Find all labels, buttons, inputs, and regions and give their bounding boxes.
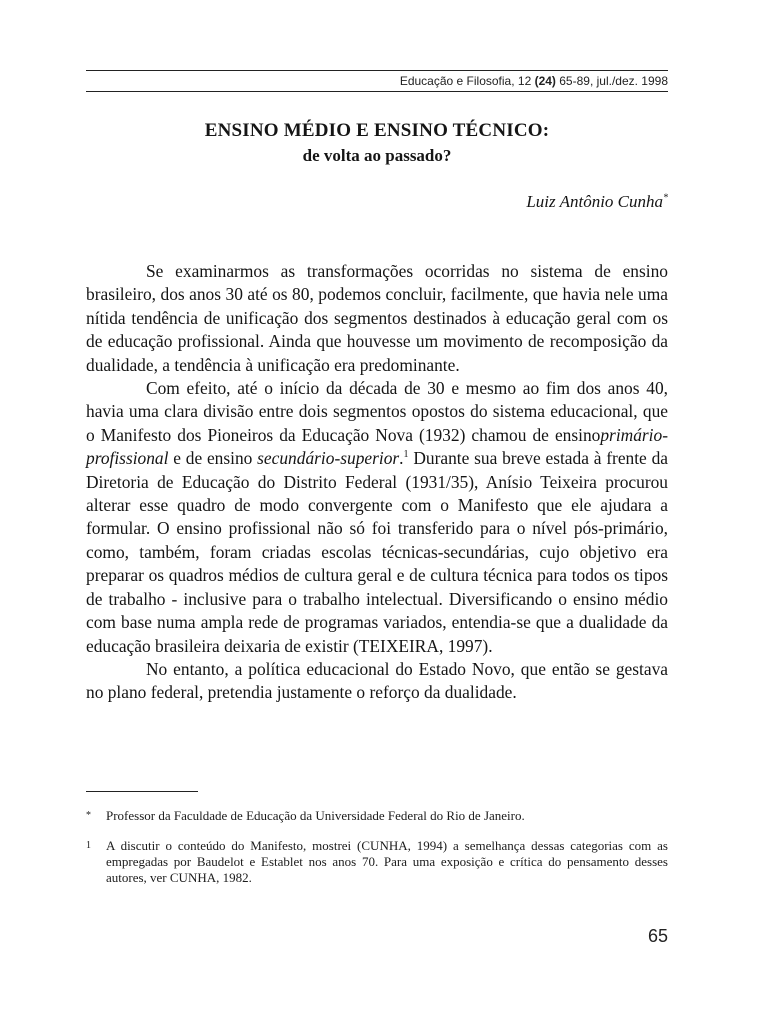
author-name: Luiz Antônio Cunha (526, 192, 663, 211)
paragraph-2-end: Durante sua breve estada à frente da Diretoria de Educação do Distrito Federal (1931/35), Anísio Teixeira procurou alterar esse quadro de modo convergente com o Manifesto que ele ajudara a formular. O ensino profissional não só foi transferido para o nível pós-primário, como, também, foram criadas escolas técnicas-secundárias, cujo objetivo era preparar os quadros médios de cultura geral e de cultura técnica para todos os tipos de trabalho - inclusive para o trabalho intelectual. Diversificando o ensino médio com base numa ampla rede de programas variados, entendia-se que a dualidade da educação brasileira deixaria de existir (TEIXEIRA, 1997). (86, 448, 668, 656)
paragraph-2 (86, 377, 668, 658)
article-subtitle: de volta ao passado? (302, 146, 452, 165)
paragraph-2-start: Com efeito, até o início da década de 30 e mesmo ao fim dos anos 40, havia uma clara divisão entre dois segmentos opostos do sistema educacional, que o Manifesto dos Pioneiros da Educação Nova (1932) chamou de ensino (86, 378, 668, 445)
paragraph-2-mid: e de ensino (168, 448, 258, 469)
paragraph-2-period: . (399, 448, 404, 469)
pages-date: 65-89, jul./dez. 1998 (555, 74, 668, 88)
footnote-ref-1: 1 (403, 449, 409, 461)
paragraph-3: No entanto, a política educacional do Estado Novo, que então se gestava no plano federal, pretendia justamente o reforço da dualidade. (86, 658, 668, 703)
article-title: ENSINO MÉDIO E ENSINO TÉCNICO: (204, 120, 550, 141)
page-number: 65 (647, 926, 668, 946)
running-header (400, 74, 668, 88)
header-rule-top (86, 70, 668, 71)
footnote-1 (86, 838, 668, 886)
footnote-mark: * (86, 810, 91, 821)
article-body (86, 260, 668, 705)
header-rule-bottom (86, 91, 668, 92)
author-line (526, 192, 668, 212)
term-primario-profissional: primário-profissional (86, 424, 668, 469)
footnote-text: Professor da Faculdade de Educação da Universidade Federal do Rio de Janeiro. (106, 808, 525, 823)
issue-number: (24) (534, 74, 556, 88)
journal-citation: Educação e Filosofia, 12 (399, 74, 535, 88)
footnote-mark: 1 (86, 840, 91, 851)
author-footnote-mark: * (663, 192, 668, 204)
paragraph-1: Se examinarmos as transformações ocorridas no sistema de ensino brasileiro, dos anos 30 até os 80, podemos concluir, facilmente, que havia nele uma nítida tendência de unificação dos segmentos destinados à educação geral com os de educação profissional. Ainda que houvesse um movimento de recomposição da dualidade, a tendência à unificação era predominante. (86, 261, 668, 375)
footnote-text: A discutir o conteúdo do Manifesto, mostrei (CUNHA, 1994) a semelhança dessas categorias com as empregadas por Baudelot e Establet nos anos 70. Para uma exposição e crítica do pensamento desses autores, ver CUNHA, 1982. (106, 838, 668, 885)
term-secundario-superior: secundário-superior (257, 448, 400, 469)
footnote-separator (86, 791, 198, 792)
footnote-author (86, 808, 668, 824)
